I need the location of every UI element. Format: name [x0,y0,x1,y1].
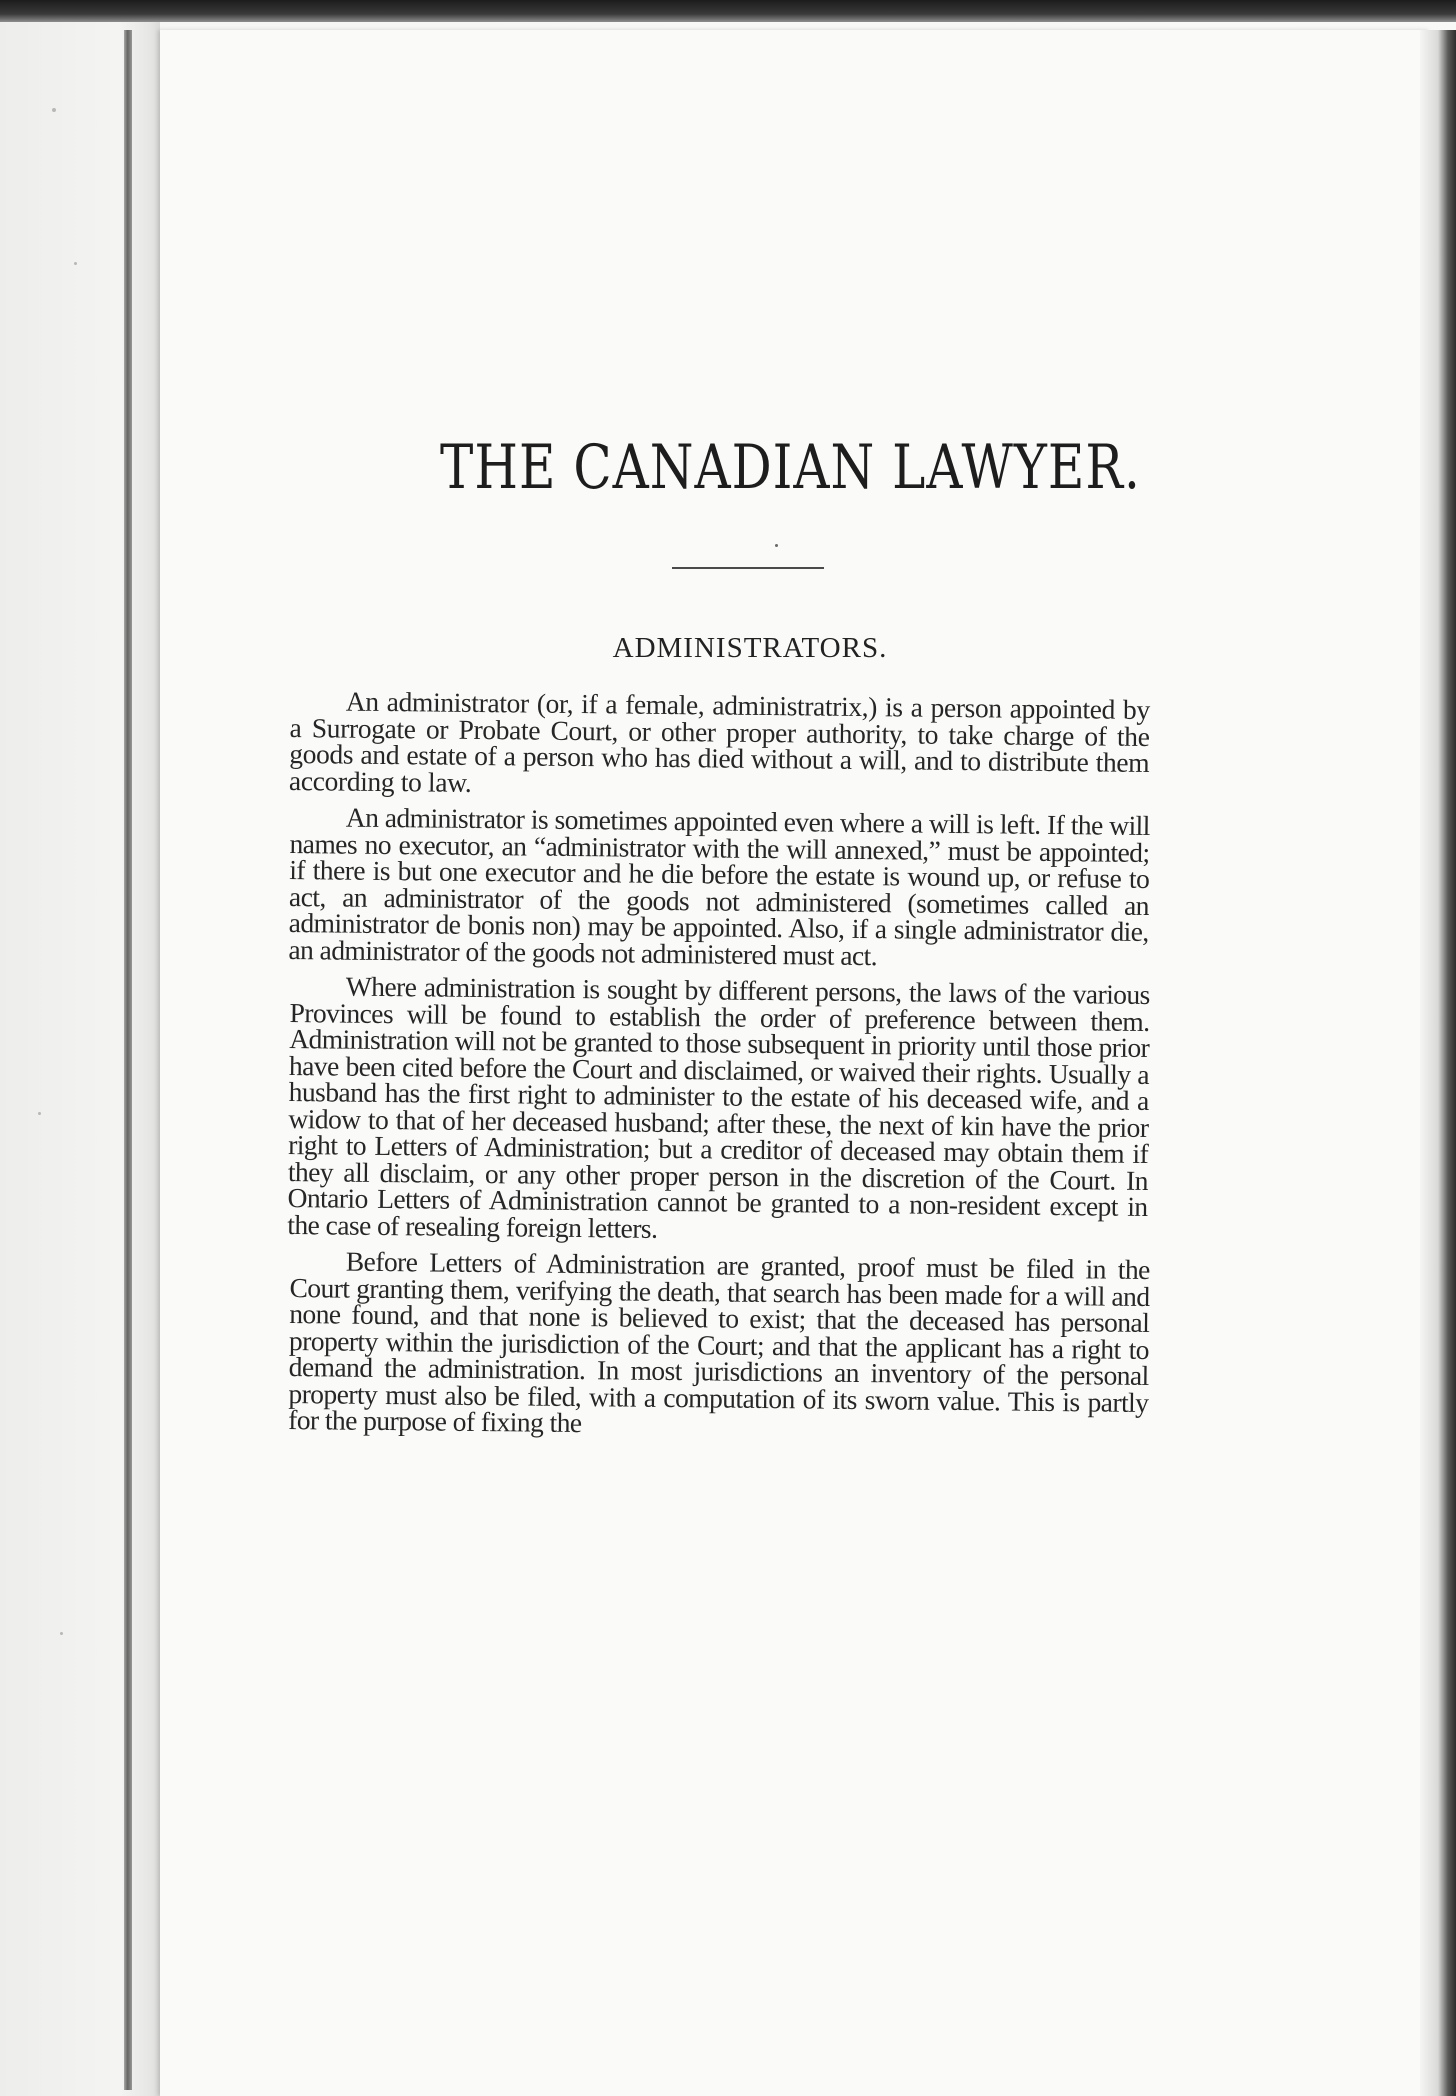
scan-speck [60,1632,63,1635]
scan-speck [38,1112,41,1115]
title-rule [672,567,824,569]
paragraph: An administrator (or, if a female, administratrix,) is a person appointed by a Surrogate or Probate Court, or other proper authority, to take charge of the goods and estate of a person who has died without a will, and to distribute them according to law. [288,685,1150,798]
book-spine-line [124,30,132,2090]
scan-speck [52,108,56,112]
page-title: THE CANADIAN LAWYER. [440,432,1141,503]
paragraph: An administrator is sometimes appointed even where a will is left. If the will names no executor, an “administrator with the will annexed,” must be appointed; if there is but one executor and he die before the estate is wound up, or refuse to act, an administrator of the goods not administered (sometimes called an administrator de bonis non) may be appointed. Also, if a single administrator die, an administrator of the goods not administered must act. [288,801,1150,971]
scan-right-edge [1420,30,1456,2096]
body-text [287,685,1150,1439]
scan-speck [74,262,77,265]
facing-page-margin [0,22,160,2096]
scan-top-edge [0,0,1456,22]
paragraph: Where administration is sought by different persons, the laws of the various Provinces will be found to establish the order of preference between them. Administration will not be granted to those subsequent in priority until those prior have been cited before the Court and disclaimed, or waived their rights. Usually a husband has the first right to administer to the estate of his deceased wife, and a widow to that of her deceased husband; after these, the next of kin have the prior right to Letters of Administration; but a creditor of deceased may obtain them if they all disclaim, or any other proper person in the discretion of the Court. In Ontario Letters of Administration cannot be granted to a non-resident except in the case of resealing foreign letters. [287,970,1150,1244]
rule-dot [775,544,778,547]
section-heading: ADMINISTRATORS. [612,632,888,664]
paragraph: Before Letters of Administration are granted, proof must be filed in the Court granting them, verifying the death, that search has been made for a will and none found, and that none is believed to exist; that the deceased has personal property within the jurisdiction of the Court; and that the applicant has a right to demand the administration. In most jurisdictions an inventory of the personal property must also be filed, with a computation of its sworn value. This is partly for the purpose of fixing the [288,1245,1150,1439]
